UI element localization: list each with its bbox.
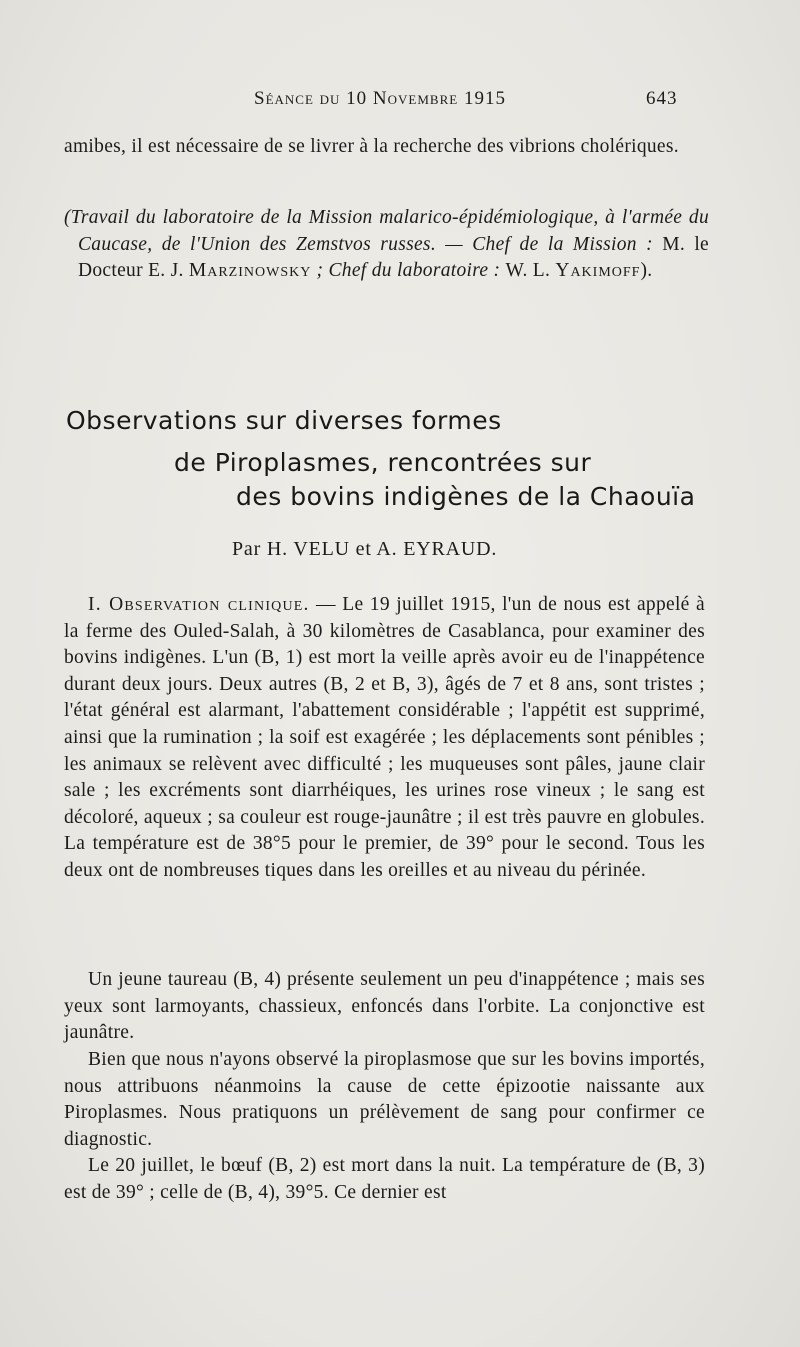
credit-text-4: W. L. (505, 260, 556, 282)
section-heading: I. Observation clinique. (88, 594, 310, 615)
body-paragraph-3: Bien que nous n'ayons observé la piroplasmose que sur les bovins importés, nous attribuons néanmoins la cause de cette épizootie naissante aux Piroplasmes. Nous pratiquons un prélèvement de sang pour confirmer ce diagnostic. (64, 1049, 705, 1150)
running-header (0, 88, 800, 118)
body-paragraph-1-text: — Le 19 juillet 1915, l'un de nous est appelé à la ferme des Ouled-Salah, à 30 kilomètres de Casablanca, pour examiner des bovins indigènes. L'un (B, 1) est mort la veille après avoir eu de l'inappétence durant deux jours. Deux autres (B, 2 et B, 3), âgés de 7 et 8 ans, sont tristes ; l'état général est alarmant, l'abattement considérable ; l'appétit est supprimé, ainsi que la rumination ; la soif est exagérée ; les déplacements sont pénibles ; les animaux se relèvent avec difficulté ; les muqueuses sont pâles, jaune clair sale ; les excréments sont diarrhéiques, les urines rose vineux ; le sang est décoloré, aqueux ; sa couleur est rouge-jaunâtre ; il est très pauvre en globules. La température est de 38°5 pour le premier, de 39° pour le second. Tous les deux ont de nombreuses tiques dans les oreilles et au niveau du périnée. (64, 594, 705, 881)
article-title-line-2: de Piroplasmes, rencontrées sur (174, 448, 592, 477)
credit-text-1: (Travail du laboratoire de la Mission malarico-épidémiologique, à l'armée du Caucase, de l'Union des Zemstvos russes. — Chef de la Mission : (64, 207, 709, 255)
article-authors: Par H. VELU et A. EYRAUD. (232, 538, 498, 560)
running-title: Séance du 10 Novembre 1915 (254, 88, 506, 109)
body-paragraph-4: Le 20 juillet, le bœuf (B, 2) est mort dans la nuit. La température de (B, 3) est de 39° ; celle de (B, 4), 39°5. Ce dernier est (64, 1155, 705, 1203)
credit-text-3: ; Chef du laboratoire : (311, 260, 506, 282)
credit-name-marzinowsky: Marzinowsky (188, 260, 312, 282)
page-number: 643 (646, 88, 678, 109)
laboratory-credit (64, 205, 709, 285)
body-paragraph-2: Un jeune taureau (B, 4) présente seulement un peu d'inappétence ; mais ses yeux sont larmoyants, chassieux, enfoncés dans l'orbite. La conjonctive est jaunâtre. (64, 969, 705, 1044)
credit-name-yakimoff: Yakimoff (555, 260, 641, 282)
credit-text-5: ). (640, 260, 653, 282)
article-title-line-3: des bovins indigènes de la Chaouïa (236, 482, 696, 511)
article-title-line-1: Observations sur diverses formes (66, 406, 502, 435)
body-paragraph-1 (64, 592, 705, 885)
continuation-paragraph: amibes, il est nécessaire de se livrer à la recherche des vibrions cholériques. (64, 136, 679, 157)
credit-text-2: M. le Docteur E. J. (78, 233, 709, 282)
